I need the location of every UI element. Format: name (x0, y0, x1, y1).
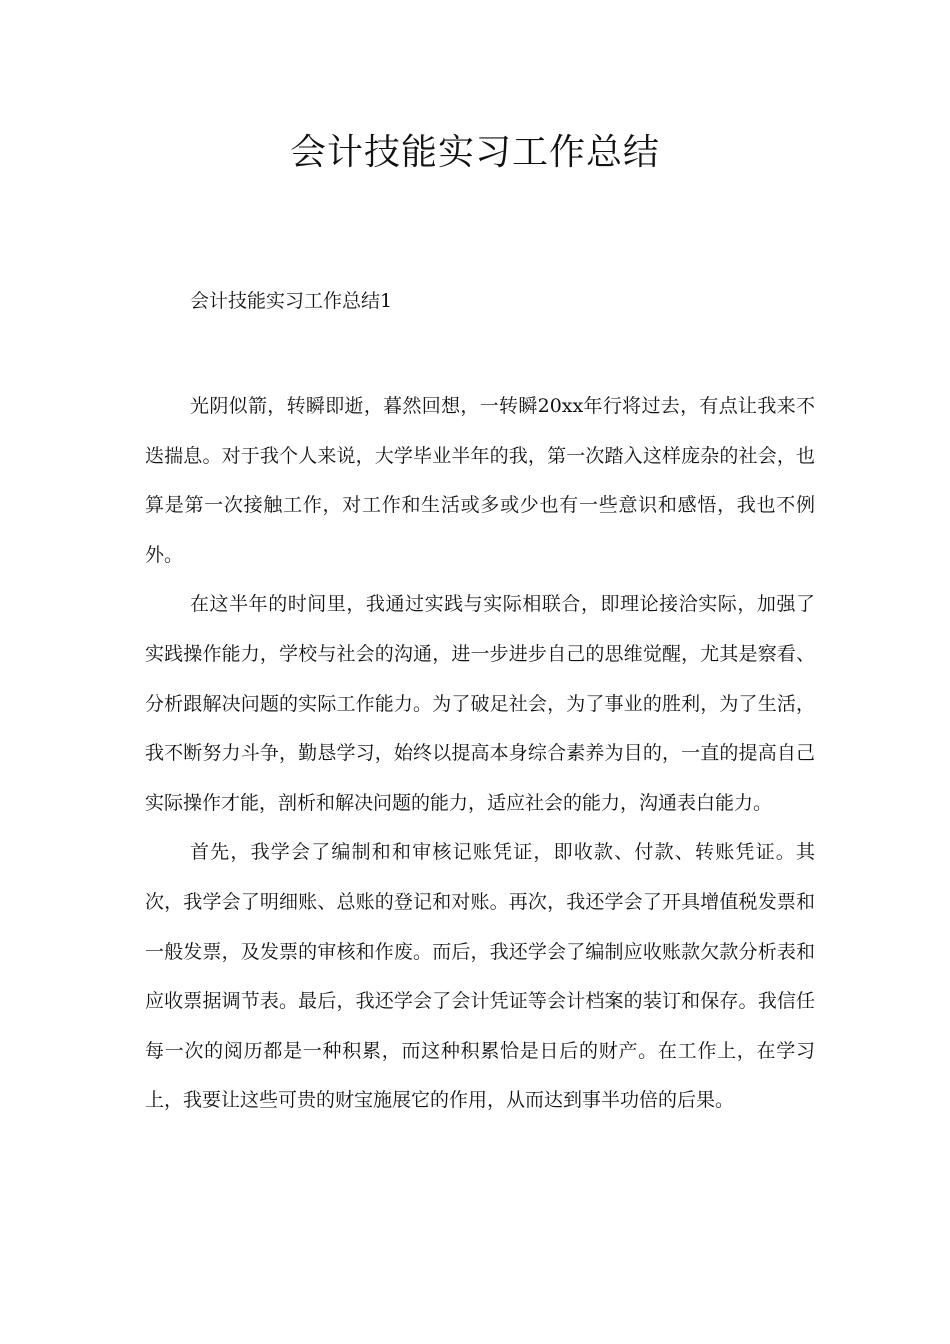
document-title: 会计技能实习工作总结 (289, 132, 660, 173)
paragraph-1: 光阴似箭，转瞬即逝，暮然回想，一转瞬20xx年行将过去，有点让我来不迭揣息。对于我个人来说，大学毕业半年的我，第一次踏入这样庞杂的社会，也算是第一次接触工作，对工作和生活或多或少也有一些意识和感悟，我也不例外。 (145, 395, 815, 566)
paragraph-3: 首先，我学会了编制和和审核记账凭证，即收款、付款、转账凭证。其次，我学会了明细账、总账的登记和对账。再次，我还学会了开具增值税发票和一般发票，及发票的审核和作废。而后，我还学会了编制应收账款欠款分析表和应收票据调节表。最后，我还学会了会计凭证等会计档案的装订和保存。我信任每一次的阅历都是一种积累，而这种积累恰是日后的财产。在工作上，在学习上，我要让这些可贵的财宝施展它的作用，从而达到事半功倍的后果。 (145, 841, 815, 1112)
document-body (145, 382, 815, 1126)
section-heading: 会计技能实习工作总结1 (190, 290, 393, 312)
paragraph-2: 在这半年的时间里，我通过实践与实际相联合，即理论接洽实际，加强了实践操作能力，学校与社会的沟通，进一步进步自己的思维觉醒，尤其是察看、分析跟解决问题的实际工作能力。为了破足社会，为了事业的胜利，为了生活，我不断努力斗争，勤恳学习，始终以提高本身综合素养为目的，一直的提高自己实际操作才能，剖析和解决问题的能力，适应社会的能力，沟通表白能力。 (145, 593, 815, 814)
